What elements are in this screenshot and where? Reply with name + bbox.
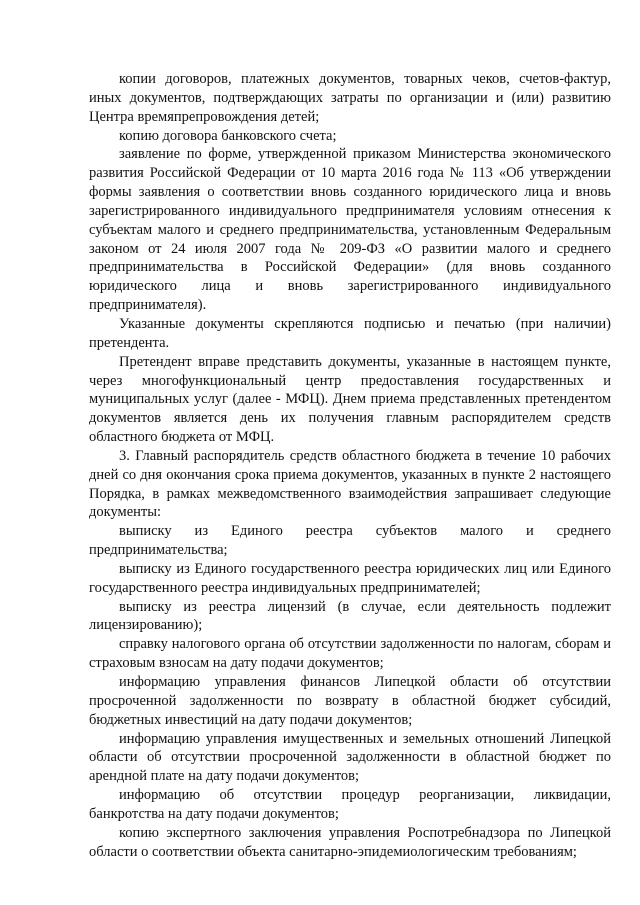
paragraph-reorganization-info: информацию об отсутствии процедур реорганизации, ликвидации, банкротства на дату подачи документов; [89,787,611,822]
paragraph-tax-certificate: справку налогового органа об отсутствии задолженности по налогам, сборам и страховым взносам на дату подачи документов; [89,636,611,672]
paragraph-bank-account: копию договора банковского счета; [119,127,337,144]
paragraph-sme-registry: выписку из Единого реестра субъектов малого и среднего предпринимательства; [89,523,611,559]
paragraph-property-info: информацию управления имущественных и земельных отношений Липецкой области об отсутствии просроченной задолженности в областной бюджет по арендной плате на дату подачи документов; [89,730,611,785]
paragraph-rospotrebnadzor: копию экспертного заключения управления Роспотребнадзора по Липецкой области о соответствии объекта санитарно-эпидемиологическим требованиям; [89,824,611,860]
paragraph-contract-copies: копии договоров, платежных документов, товарных чеков, счетов-фактур, иных документов, подтверждающих затраты по организации и (или) развитию Центра времяпрепровождения детей; [89,71,611,125]
paragraph-mfc: Претендент вправе представить документы, указанные в настоящем пункте, через многофункциональный центр предоставления государственных и муниципальных услуг (далее - МФЦ). Днем приема представленных претендентом документов является день их получения главным распорядителем средств областного бюджета от МФЦ. [89,353,611,446]
paragraph-application-form: заявление по форме, утвержденной приказом Министерства экономического развития Российской Федерации от 10 марта 2016 года № 113 «Об утверждении формы заявления о соответствии вновь созданного юридического лица и вновь зарегистрированного индивидуального предпринимателя условиям отнесения к субъектам малого и среднего предпринимательства, установленным Федеральным законом от 24 июля 2007 года № 209-ФЗ «О развитии малого и среднего предпринимательства в Российской Федерации» (для вновь созданного юридического лица и вновь зарегистрированного индивидуального предпринимателя). [89,146,611,314]
document-page [89,70,611,861]
paragraph-finance-info: информацию управления финансов Липецкой области об отсутствии просроченной задолженности по возврату в областной бюджет субсидий, бюджетных инвестиций на дату подачи документов; [89,674,611,728]
paragraph-section-3: 3. Главный распорядитель средств областного бюджета в течение 10 рабочих дней со дня окончания срока приема документов, указанных в пункте 2 настоящего Порядка, в рамках межведомственного взаимодействия запрашивает следующие документы: [89,447,611,521]
paragraph-signature-seal: Указанные документы скрепляются подписью и печатью (при наличии) претендента. [89,315,611,351]
paragraph-license-registry: выписку из реестра лицензий (в случае, если деятельность подлежит лицензированию); [89,598,611,634]
paragraph-state-registry: выписку из Единого государственного реестра юридических лиц или Единого государственного реестра индивидуальных предпринимателей; [89,560,611,596]
